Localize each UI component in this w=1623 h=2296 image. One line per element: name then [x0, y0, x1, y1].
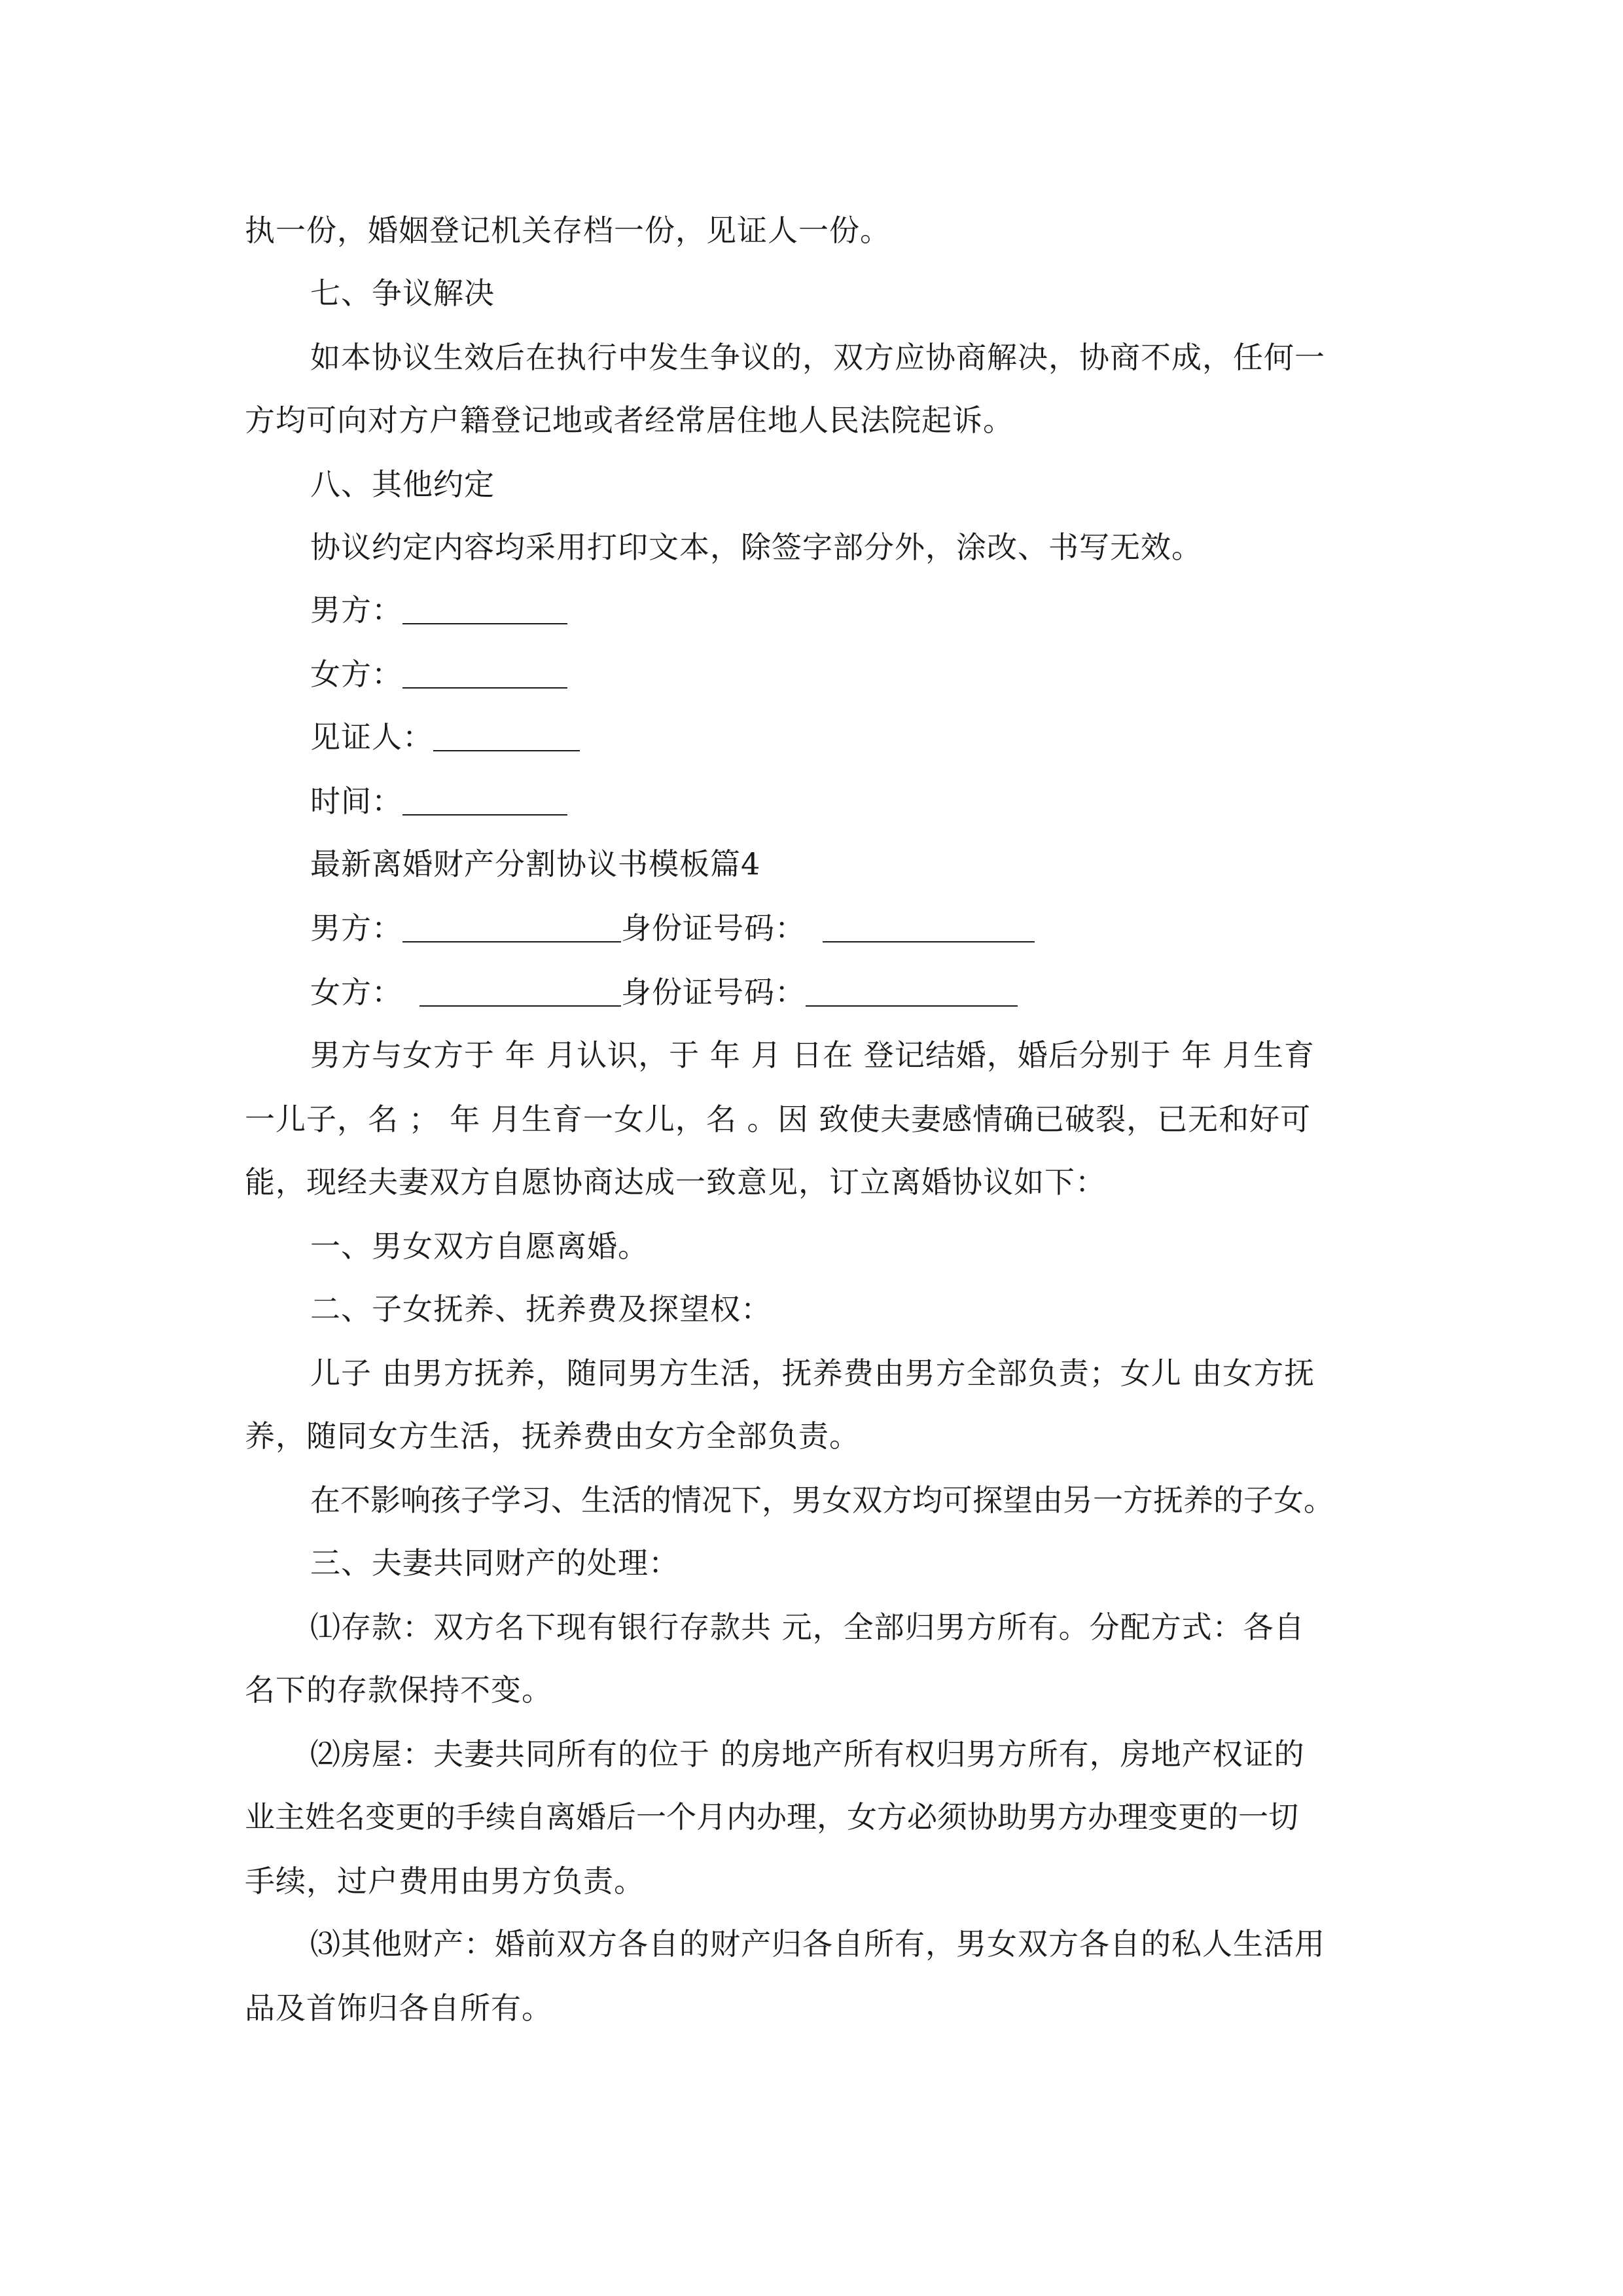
text-line: 协议约定内容均采用打印文本，除签字部分外，涂改、书写无效。 [310, 529, 1202, 565]
witness-signature-blank[interactable] [433, 717, 580, 751]
female-name-blank[interactable] [419, 973, 621, 1007]
text-line: 能，现经夫妻双方自愿协商达成一致意见，订立离婚协议如下： [245, 1164, 1106, 1200]
witness-signature [310, 717, 580, 757]
male-name-blank[interactable] [402, 908, 621, 942]
male-id-number-blank[interactable] [823, 908, 1035, 942]
section-heading: 一、男女双方自愿离婚。 [310, 1229, 649, 1264]
text-line: 男方与女方于 年 月认识，于 年 月 日在 登记结婚，婚后分别于 年 月生育 [310, 1037, 1315, 1073]
female-id-number-blank[interactable] [806, 973, 1018, 1007]
female-signature-label: 女方： [310, 656, 402, 692]
text-line: 一儿子，名 ； 年 月生育一女儿，名 。因 致使夫妻感情确已破裂，已无和好可 [245, 1102, 1311, 1137]
time-signature [310, 781, 567, 821]
male-signature-label: 男方： [310, 592, 402, 628]
section-heading: 二、子女抚养、抚养费及探望权： [310, 1291, 772, 1327]
witness-signature-label: 见证人： [310, 719, 433, 755]
section-title: 最新离婚财产分割协议书模板篇4 [310, 846, 761, 882]
section-heading: 三、夫妻共同财产的处理： [310, 1545, 679, 1581]
text-line: 业主姓名变更的手续自离婚后一个月内办理，女方必须协助男方办理变更的一切 [245, 1799, 1298, 1835]
time-signature-blank[interactable] [402, 781, 567, 816]
male-id-number-label: 身份证号码： [621, 910, 806, 946]
text-line: 如本协议生效后在执行中发生争议的，双方应协商解决，协商不成，任何一 [310, 340, 1325, 375]
text-line: 品及首饰归各自所有。 [245, 1990, 552, 2026]
male-id-label: 男方： [310, 910, 402, 946]
text-line: 执一份，婚姻登记机关存档一份，见证人一份。 [245, 213, 891, 248]
section-heading: 八、其他约定 [310, 467, 495, 502]
time-signature-label: 时间： [310, 783, 402, 819]
text-line: ⑴存款：双方名下现有银行存款共 元，全部归男方所有。分配方式：各自 [310, 1609, 1305, 1645]
female-id-row [310, 973, 1018, 1012]
text-line: 养，随同女方生活，抚养费由女方全部负责。 [245, 1418, 860, 1454]
text-line: ⑵房屋：夫妻共同所有的位于 的房地产所有权归男方所有，房地产权证的 [310, 1736, 1305, 1772]
text-line: 手续，过户费用由男方负责。 [245, 1863, 645, 1899]
text-line: ⑶其他财产：婚前双方各自的财产归各自所有，男女双方各自的私人生活用 [310, 1926, 1325, 1962]
text-line: 儿子 由男方抚养，随同男方生活，抚养费由男方全部负责；女儿 由女方抚 [310, 1355, 1315, 1391]
male-id-row [310, 908, 1035, 948]
female-id-label: 女方： [310, 975, 402, 1010]
text-line: 方均可向对方户籍登记地或者经常居住地人民法院起诉。 [245, 403, 1014, 438]
female-id-number-label: 身份证号码： [621, 975, 806, 1010]
section-heading: 七、争议解决 [310, 276, 495, 311]
female-signature [310, 655, 567, 694]
male-signature [310, 590, 567, 630]
female-signature-blank[interactable] [402, 655, 567, 689]
text-line: 名下的存款保持不变。 [245, 1672, 552, 1708]
text-line: 在不影响孩子学习、生活的情况下，男女双方均可探望由另一方抚养的子女。 [310, 1482, 1334, 1518]
male-signature-blank[interactable] [402, 590, 567, 624]
